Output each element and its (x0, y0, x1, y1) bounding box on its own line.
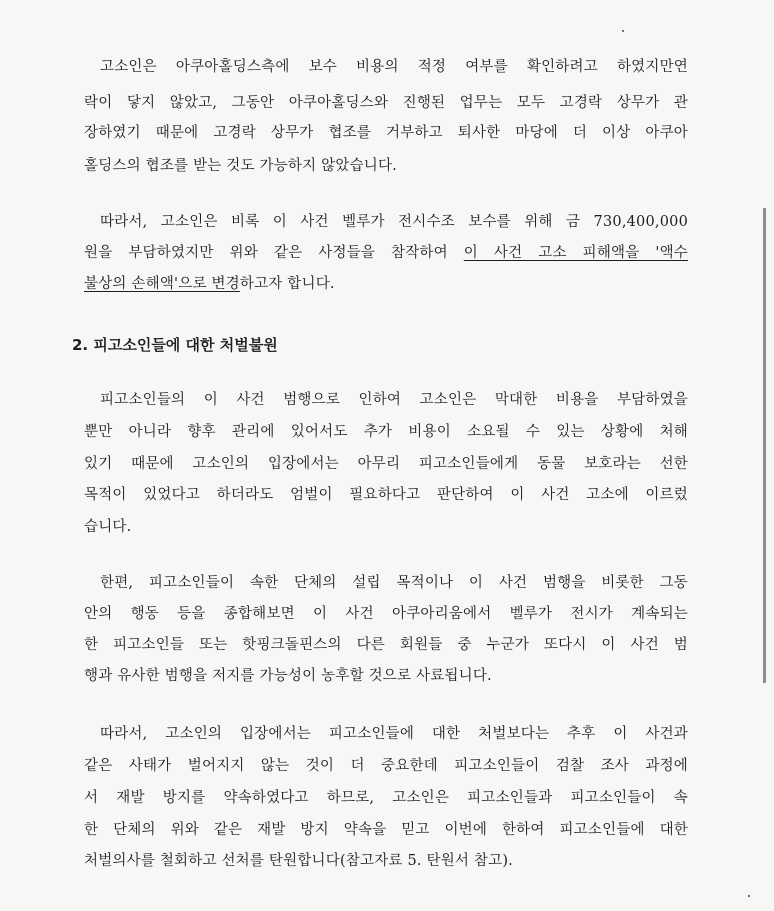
text-line (84, 243, 688, 263)
text-line: 홀딩스의 협조를 받는 것도 가능하지 않았습니다. (84, 158, 397, 174)
section-heading: 2. 피고소인들에 대한 처벌불원 (72, 336, 278, 354)
text-line: 같은 사태가 벌어지지 않는 것이 더 중요한데 피고소인들이 검찰 조사 과정에 (84, 758, 688, 774)
text-line: 한편, 피고소인들이 속한 단체의 설립 목적이나 이 사건 범행을 비롯한 그동 (100, 575, 688, 591)
text-line: 락이 닿지 않았고, 그동안 아쿠아홀딩스와 진행된 업무는 모두 고경락 상무가 관 (84, 95, 688, 111)
text-line: 따라서, 고소인의 입장에서는 피고소인들에 대한 처벌보다는 추후 이 사건과 (100, 726, 688, 742)
underlined-text: 이 사건 고소 피해액을 '액수 (463, 245, 688, 261)
text-segment: 하고자 합니다. (239, 276, 335, 292)
text-line: 피고소인들의 이 사건 범행으로 인하여 고소인은 막대한 비용을 부담하였을 (100, 392, 688, 408)
scan-speck (748, 895, 750, 897)
scan-edge-mark (763, 208, 766, 683)
underlined-text: 불상의 손해액'으로 변경 (84, 276, 240, 292)
text-line: 처벌의사를 철회하고 선처를 탄원합니다(참고자료 5. 탄원서 참고). (84, 853, 513, 869)
text-segment: 원을 부담하였지만 위와 같은 사정들을 참작하여 (84, 245, 464, 261)
text-line: 행과 유사한 범행을 저지를 가능성이 농후할 것으로 사료됩니다. (84, 668, 492, 684)
text-line: 따라서, 고소인은 비록 이 사건 벨루가 전시수조 보수를 위해 금 730,400,000 (100, 214, 688, 230)
text-line: 장하였기 때문에 고경락 상무가 협조를 거부하고 퇴사한 마당에 더 이상 아쿠아 (84, 125, 688, 141)
text-line: 한 단체의 위와 같은 재발 방지 약속을 믿고 이번에 한하여 피고소인들에 대한 (84, 822, 688, 838)
scan-speck (622, 30, 624, 32)
text-line: 있기 때문에 고소인의 입장에서는 아무리 피고소인들에게 동물 보호라는 선한 (84, 456, 688, 472)
text-line (84, 274, 688, 294)
text-line: 서 재발 방지를 약속하였다고 하므로, 고소인은 피고소인들과 피고소인들이 속 (84, 790, 688, 806)
text-line: 안의 행동 등을 종합해보면 이 사건 아쿠아리움에서 벨루가 전시가 계속되는 (84, 606, 688, 622)
text-line: 고소인은 아쿠아홀딩스측에 보수 비용의 적정 여부를 확인하려고 하였지만연 (100, 59, 688, 75)
text-line: 습니다. (84, 519, 132, 535)
text-line: 한 피고소인들 또는 핫핑크돌핀스의 다른 회원들 중 누군가 또다시 이 사건 범 (84, 637, 688, 653)
text-line: 목적이 있었다고 하더라도 엄벌이 필요하다고 판단하여 이 사건 고소에 이르렀 (84, 487, 688, 503)
text-line: 뿐만 아니라 향후 관리에 있어서도 추가 비용이 소요될 수 있는 상황에 처해 (84, 424, 688, 440)
